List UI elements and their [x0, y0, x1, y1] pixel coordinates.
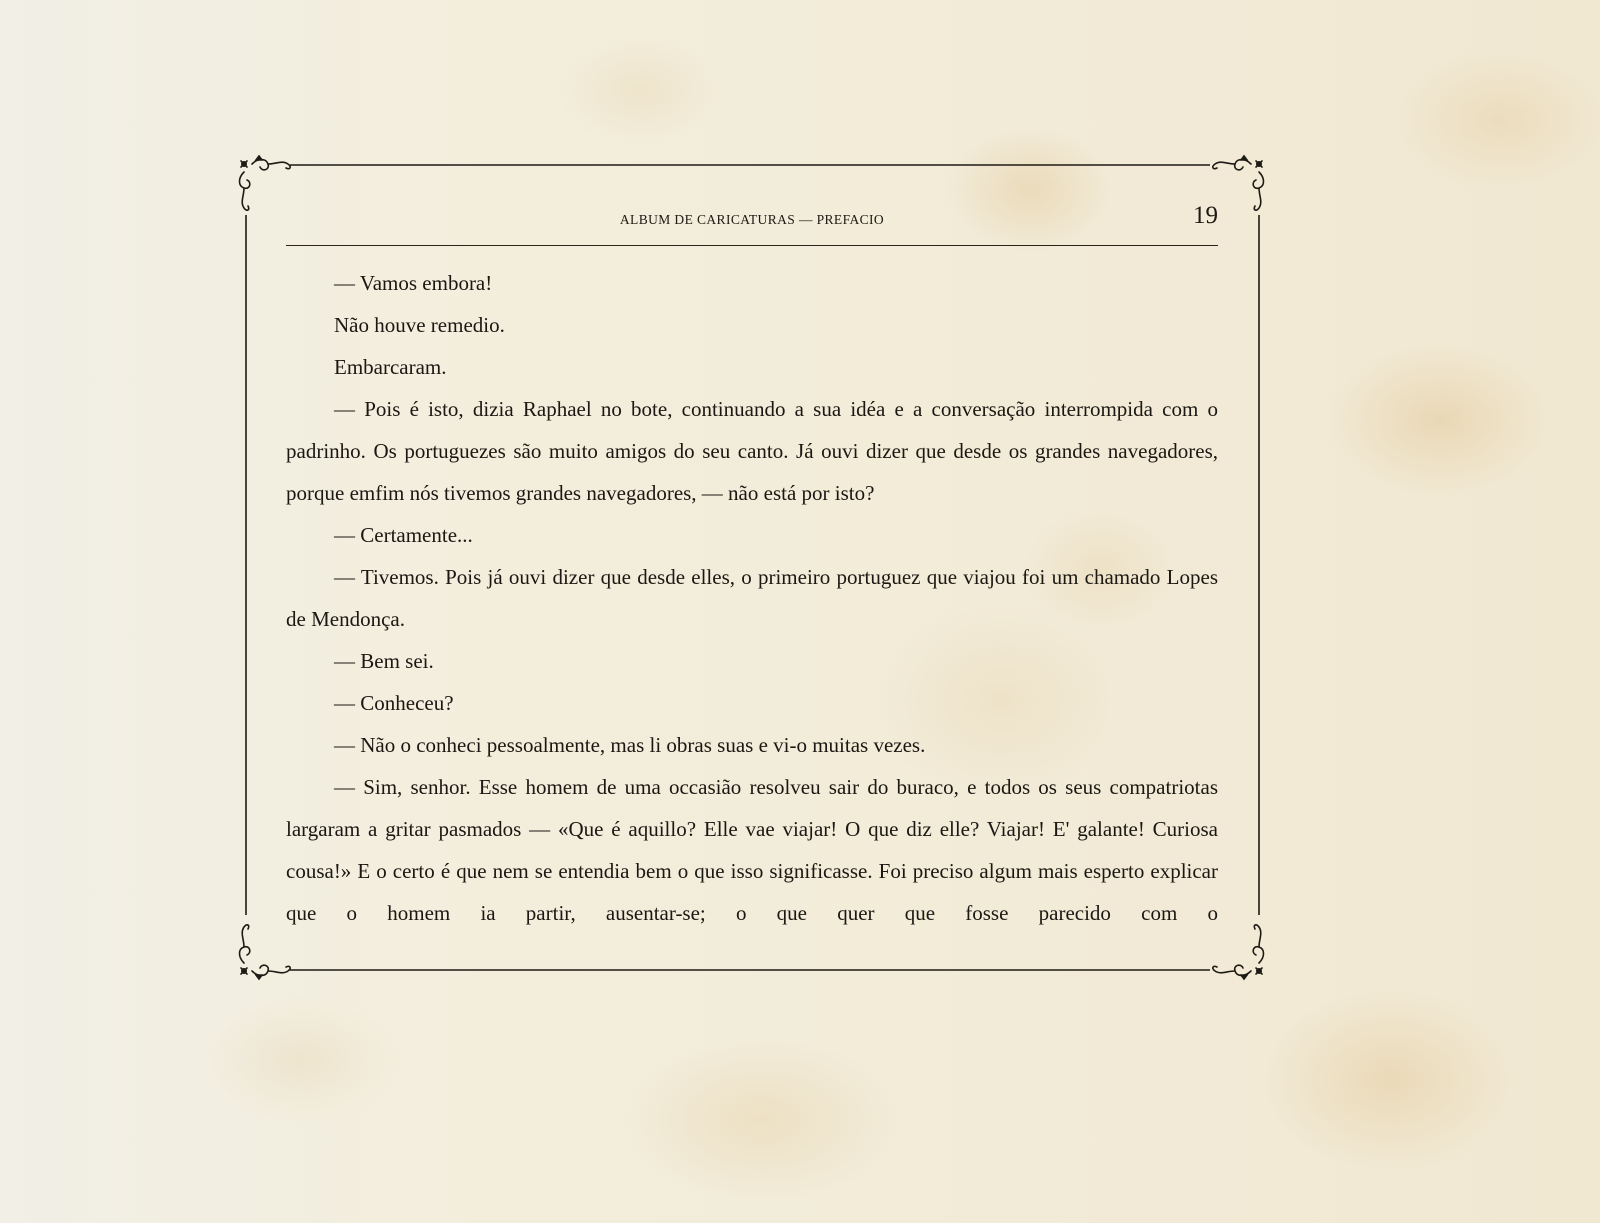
paragraph: — Pois é isto, dizia Raphael no bote, continuando a sua idéa e a conversação interrompida com o padrinho. Os portuguezes são muito amigos do seu canto. Já ouvi dizer que desde os grandes navegadores, porque emfim nós tivemos grandes navegadores, — não está por isto? [286, 397, 1218, 505]
paragraph: — Sim, senhor. Esse homem de uma occasião resolveu sair do buraco, e todos os seus compatriotas largaram a gritar pasmados — «Que é aquillo? Elle vae viajar! O que diz elle? Viajar! E' galante! Curiosa cousa!» E o certo é que nem se entendia bem o que isso significasse. Foi preciso algum mais esperto explicar que o homem ia partir, ausentar-se; o que quer que fosse parecido com o [286, 775, 1218, 925]
paragraph: Não houve remedio. [334, 313, 505, 337]
paragraph: — Não o conheci pessoalmente, mas li obras suas e vi-o muitas vezes. [334, 733, 926, 757]
paragraph: — Tivemos. Pois já ouvi dizer que desde elles, o primeiro portuguez que viajou foi um chamado Lopes de Mendonça. [286, 565, 1218, 631]
paragraph: — Vamos embora! [334, 271, 493, 295]
running-title: ALBUM DE CARICATURAS — PREFACIO [619, 212, 885, 227]
header-rule [286, 245, 1218, 246]
corner-ornament-top-right [1213, 156, 1264, 210]
paragraph: — Conheceu? [334, 691, 454, 715]
page-number: 19 [1193, 202, 1218, 229]
paragraph: Embarcaram. [334, 355, 447, 379]
running-header [286, 202, 1218, 232]
paragraph: — Bem sei. [334, 649, 434, 673]
corner-ornament-bottom-right [1213, 925, 1264, 979]
corner-ornament-bottom-left [240, 925, 291, 979]
paragraph: — Certamente... [334, 523, 473, 547]
corner-ornament-top-left [240, 156, 291, 210]
body-text [286, 262, 1218, 934]
